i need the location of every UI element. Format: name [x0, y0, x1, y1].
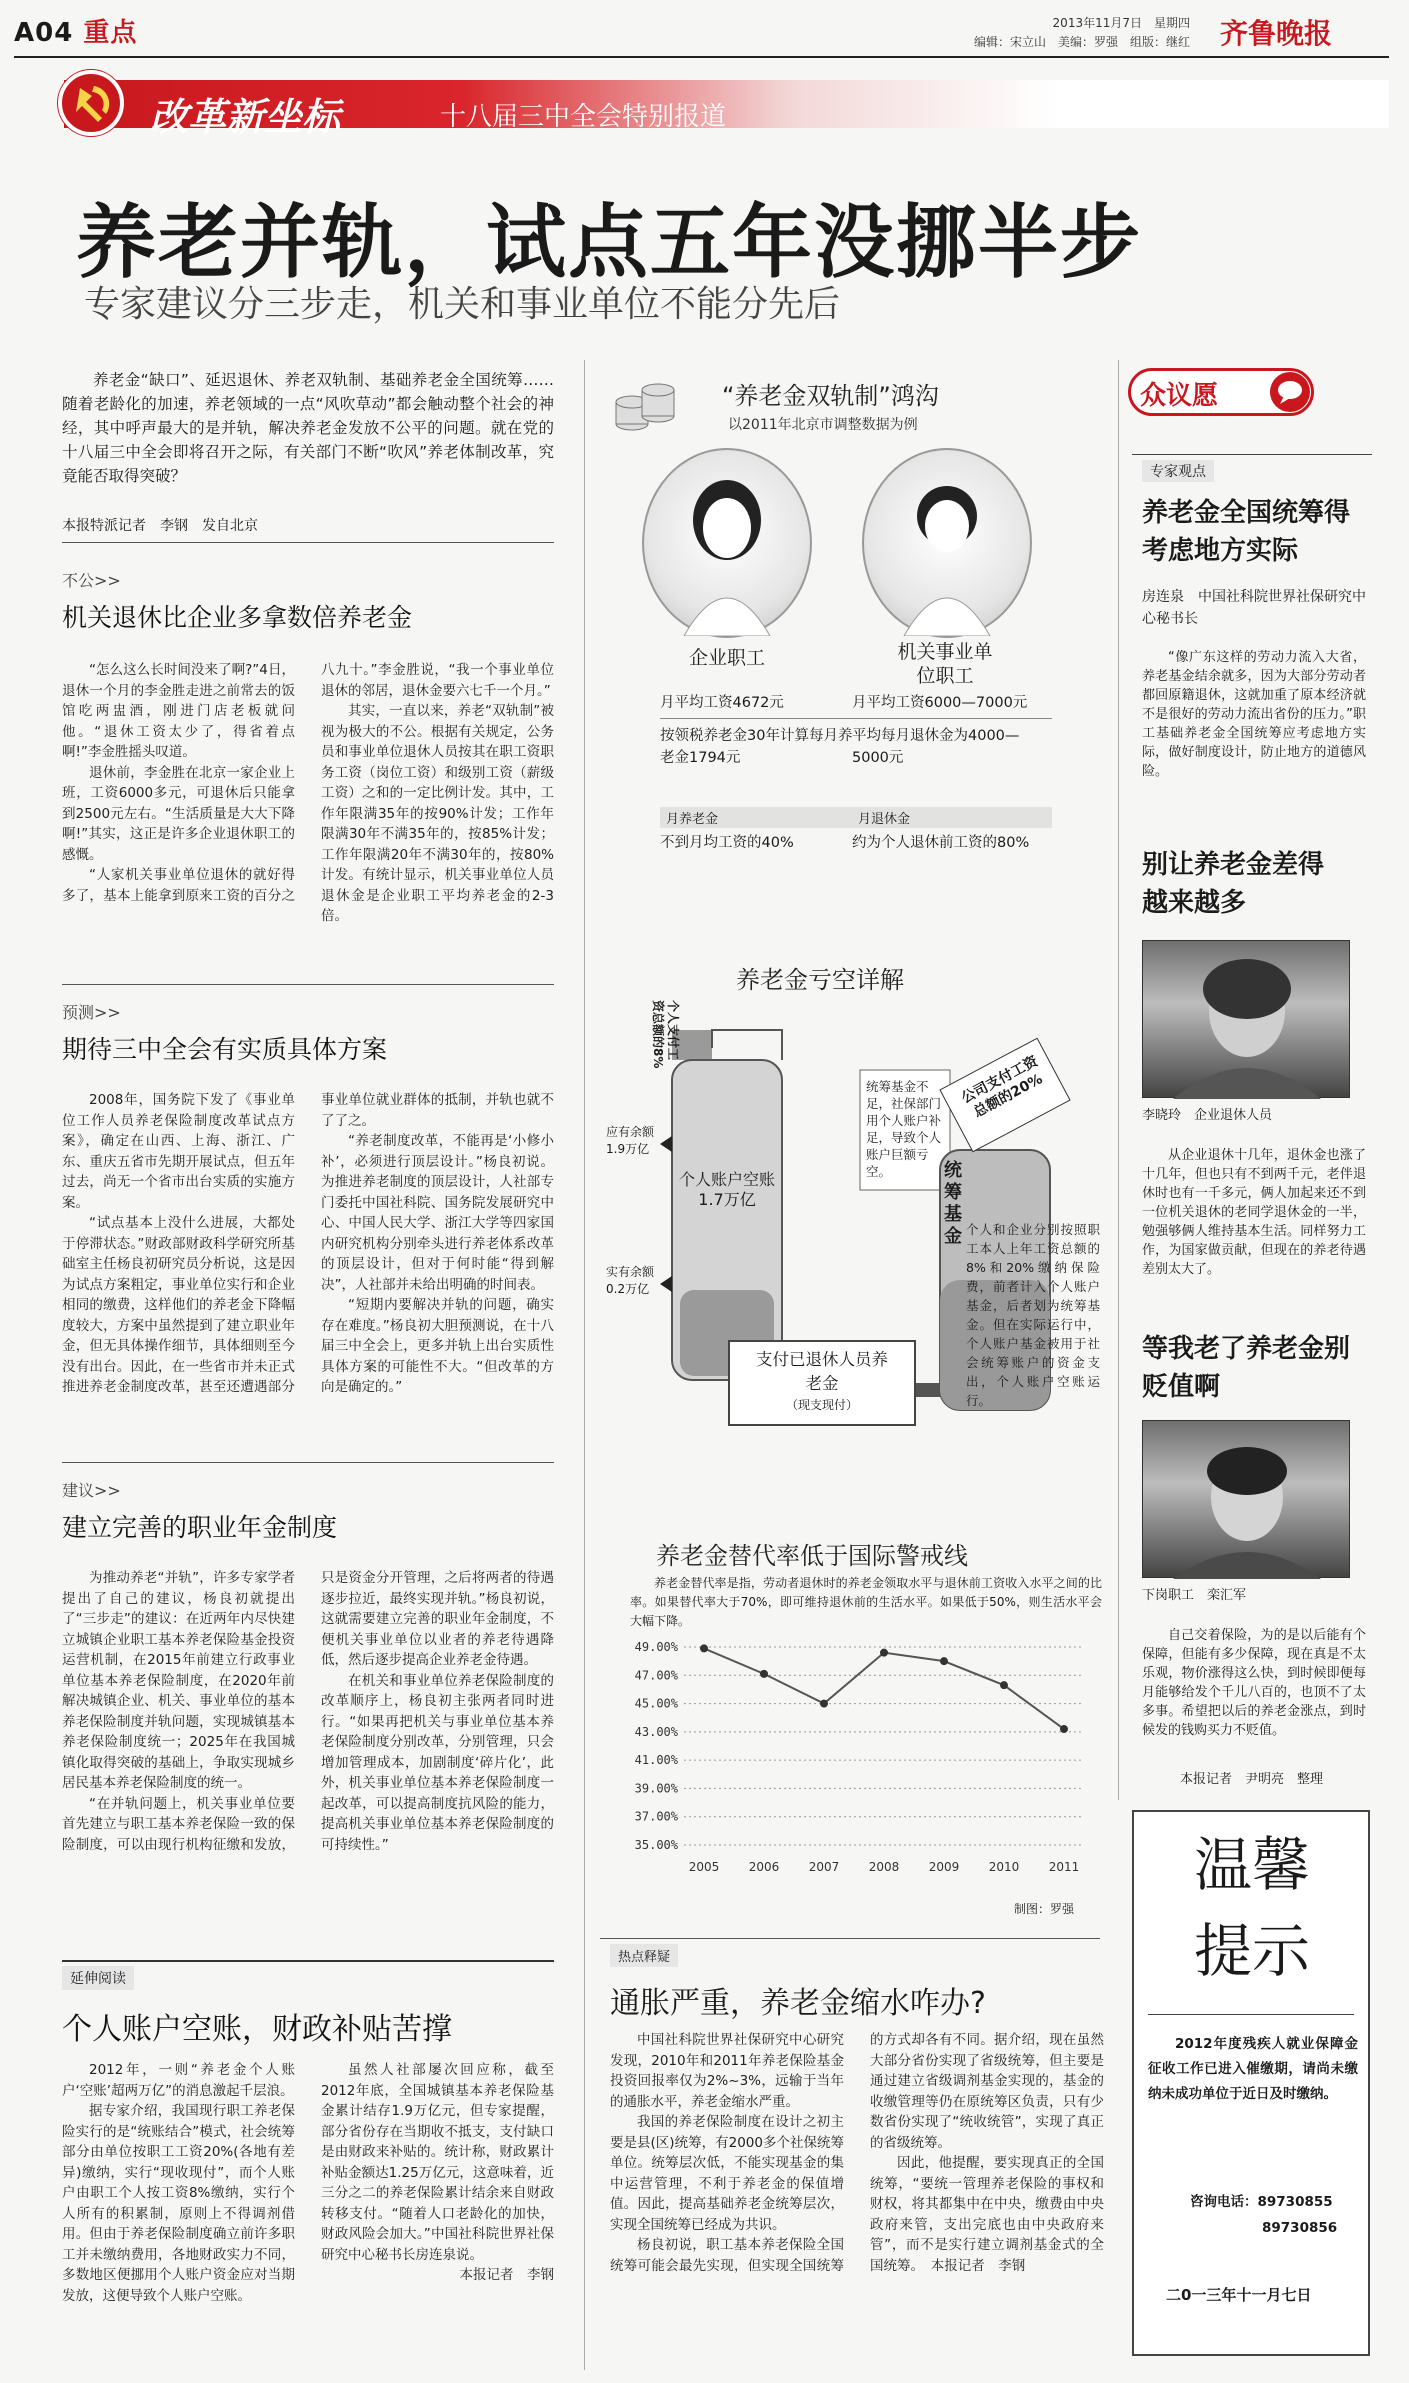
- y-tick-label: 35.00%: [634, 1838, 678, 1852]
- paragraph: 其实，一直以来，养老“双轨制”被视为极大的不公。根据有关规定，公务员和事业单位退休人员按其在职工资职务工资（岗位工资）和级别工资（薪级工资）之和的一定比例计发。其中，工作年限满35年的按90%计发；工作年限满30年不满35年的，按85%计发；工作年限满20年不满30年的，按80%计发。有统计显示，机关事业单位人员退休金是企业职工平均养老金的2-3倍。: [321, 703, 554, 924]
- enterprise-stats: [660, 692, 860, 854]
- lead-paragraph: 养老金“缺口”、延迟退休、养老双轨制、基础养老金全国统筹……随着老龄化的加速，养老领域的一点“风吹草动”都会触动整个社会的神经，其中呼声最大的是并轨，解决养老金发放不公平的问题。就在党的十八届三中全会即将召开之际，有关部门不断“吹风”养老体制改革，究竟能否取得突破？: [62, 371, 554, 485]
- y-tick-label: 37.00%: [634, 1809, 678, 1824]
- public-pension-head: 月退休金: [852, 807, 1052, 828]
- paragraph: 我国的养老保险制度在设计之初主要是县(区)统筹，有2000多个社保统筹单位。统筹层次低，不能实现基金的集中运营管理，不利于养老金的保值增值。因此，提高基础养老金统筹层次，实现全国统筹已经成为共识。: [610, 2114, 844, 2233]
- divider: [62, 542, 554, 543]
- y-tick-label: 47.00%: [634, 1668, 678, 1683]
- paragraph: “养老制度改革，不能再是‘小修小补’，必须进行顶层设计。”杨良初说。为推进养老制度的顶层设计，人社部专门委托中国社科院、国务院发展研究中心、中国人民大学、浙江大学等四家国内研究机构分别牵头进行养老体系改革的顶层设计，但对于何时能“得到解决”，人社部并未给出明确的时间表。: [321, 1133, 554, 1293]
- x-tick-label: 2007: [808, 1860, 840, 1874]
- infographic-title: “养老金双轨制”鸿沟: [722, 382, 939, 410]
- opinion-text: 自己交着保险，为的是以后能有个保障，但能有多少保障，现在真是不太乐观，物价涨得这么快，到时候即便每月能够给发个千儿八百的，也顶不了太多事。希望把以后的养老金涨点，到时候发的钱购买力不贬值。: [1142, 1628, 1366, 1738]
- should-have-balance: 应有余额1.9万亿: [606, 1125, 655, 1156]
- headline: 养老并轨，试点五年没挪半步: [76, 196, 1142, 289]
- paragraph: “短期内要解决并轨的问题，确实存在难度。”杨良初大胆预测说，在十八届三中全会上，更多并轨上出台实质性具体方案的可能性不大。“但改革的方向是确定的。”: [321, 1297, 554, 1395]
- paragraph: “人家机关事业单位退休的就好得多了，基本上能拿到原来工资的百分之八九十。”李金胜说，“我一个事业单位退休的邻居，退休金要六七千一个月。”: [62, 662, 554, 904]
- chart-section-title: 养老金替代率低于国际警戒线: [656, 1542, 968, 1570]
- section-title: 建立完善的职业年金制度: [62, 1513, 338, 1542]
- banner-title: 改革新坐标: [150, 95, 341, 139]
- column-separator: [584, 360, 585, 2370]
- section-body: [62, 1568, 554, 1938]
- y-tick-label: 43.00%: [634, 1724, 678, 1739]
- notice-phone-2: 89730856: [1262, 2220, 1338, 2236]
- chart-description: 养老金替代率是指，劳动者退休时的养老金领取水平与退休前工资收入水平之间的比率。如果替代率大于70%，即可维持退休前的生活水平。如果低于50%，则生活水平会大幅下降。: [630, 1576, 1102, 1628]
- notice-phone-1: 咨询电话：89730855: [1190, 2194, 1333, 2210]
- opinion-title: 养老金全国统筹得考虑地方实际: [1142, 498, 1351, 566]
- series-line: [704, 1648, 1064, 1729]
- data-point: [700, 1644, 708, 1652]
- data-point: [880, 1649, 888, 1657]
- paragraph: 本报记者 李钢: [459, 2267, 554, 2283]
- paragraph: “怎么这么长时间没来了啊?”4日，退休一个月的李金胜走进之前常去的饭馆吃两盅酒，刚进门店老板就问他。“退休工资太少了，得省着点啊!”李金胜摇头叹道。: [62, 662, 295, 760]
- replacement-rate-chart: [614, 1635, 1104, 1895]
- x-tick-label: 2009: [928, 1860, 960, 1874]
- paragraph: “试点基本上没什么进展，大都处于停滞状态。”财政部财政科学研究所基础室主任杨良初研究员分析说，这是因为试点方案粗定，事业单位实行和企业相同的缴费，这样他们的养老金下降幅度较大，方案中虽然提到了建立职业年金，但无具体操作细节，具体细则至今没有出台。因此，在一些省市并未正式推进养老金制度改革，甚至还遭遇部分事业单位就业群体的抵制，并轨也就不了了之。: [62, 1092, 554, 1395]
- public-stats: [852, 692, 1052, 854]
- deficit-note: 统筹基金不足，社保部门用个人账户补足，导致个人账户巨额亏空。: [866, 1079, 942, 1179]
- paragraph: 为推动养老“并轨”，许多专家学者提出了自己的建议，杨良初就提出了“三步走”的建议：在近两年内尽快建立城镇企业职工基本养老保险基金投资运营机制，在2015年前建立行政事业单位基本养老保险制度，在2020年前解决城镇企业、机关、事业单位的基本养老保险制度并轨问题，实现城镇基本养老保险制度统一；2025年在我国城镇化取得突破的基础上，争取实现城乡居民基本养老保险制度的统一。: [62, 1570, 295, 1791]
- section-label: 建议>>: [62, 1481, 121, 1500]
- expert-view-tag: 专家观点: [1142, 460, 1214, 482]
- payment-box: [728, 1340, 916, 1426]
- paragraph: 中国社科院世界社保研究中心研究发现，2010年和2011年养老保险基金投资回报率仅为2%~3%，远输于当年的通胀水平，养老金缩水严重。: [610, 2032, 844, 2110]
- opinion-badge-label: 众议愿: [1140, 381, 1219, 411]
- paragraph: 虽然人社部屡次回应称，截至2012年底，全国城镇基本养老保险基金累计结存1.9万亿元，但专家提醒，部分省份存在当期收不抵支，支付缺口是由财政来补贴的。统计称，财政累计补贴金额达1.25万亿元，这意味着，近三分之二的养老保险累计结余来自财政转移支付。“随着人口老龄化的加快，财政风险会加大。”中国社科院世界社保研究中心秘书长房连泉说。: [321, 2062, 554, 2263]
- date-line: 2013年11月7日 星期四: [1052, 16, 1190, 30]
- employee-contribution-tag: 个人支付工资总额的8%: [651, 1000, 680, 1069]
- section-label: 预测>>: [62, 1003, 121, 1022]
- divider: [62, 1960, 554, 1962]
- page-number: A04: [14, 18, 74, 48]
- company-contribution-tag: 公司支付工资总额的20%: [958, 1053, 1046, 1121]
- section-title: 机关退休比企业多拿数倍养老金: [62, 603, 413, 632]
- paragraph: 2008年，国务院下发了《事业单位工作人员养老保险制度改革试点方案》，确定在山西、上海、浙江、广东、重庆五省市先期开展试点，但五年过去，尚无一个省市出台实质的实施方案。: [62, 1092, 295, 1211]
- public-ratio: 约为个人退休前工资的80%: [852, 835, 1030, 851]
- divider: [62, 1462, 554, 1463]
- subheadline: 专家建议分三步走，机关和事业单位不能分先后: [84, 284, 841, 325]
- public-salary: 月平均工资6000—7000元: [852, 692, 1052, 719]
- section-body: [62, 660, 554, 970]
- enterprise-ratio: 不到月均工资的40%: [660, 835, 794, 851]
- divider: [1148, 2014, 1354, 2015]
- opinion-text: 从企业退休十几年，退休金也涨了十几年，但也只有不到两千元，老伴退休时也有一千多元，俩人加起来还不到一位机关退休的老同学退休金的一半，勉强够俩人维持基本生活。同样努力工作，为国家做贡献，但现在的养老待遇差别太大了。: [1142, 1148, 1366, 1277]
- actual-balance: 实有余额0.2万亿: [606, 1265, 655, 1296]
- byline: 本报特派记者 李钢 发自北京: [62, 518, 258, 534]
- x-tick-label: 2008: [868, 1860, 900, 1874]
- opinion-credit: 本报记者 尹明亮 整理: [1180, 1772, 1324, 1787]
- paragraph: 退休前，李金胜在北京一家企业上班，工资6000多元，可退休后只能拿到2500元左右。“生活质量是大大下降啊!”其实，这正是许多企业退休职工的感慨。: [62, 764, 295, 863]
- section-name: 重点: [83, 18, 138, 48]
- notice-title: 温馨提示: [1193, 1831, 1310, 1985]
- paragraph: “在并轨问题上，机关事业单位要首先建立与职工基本养老保险一致的保险制度，可以由现行机构征缴和发放，只是资金分开管理，之后将两者的待遇逐步拉近，最终实现并轨。”杨良初说，这就需要建立完善的职业年金制度，不便机关事业单位以业者的养老待遇降低，然后逐步提高企业养老金待遇。: [62, 1570, 554, 1853]
- data-point: [1060, 1725, 1068, 1733]
- opinion-byline: 房连泉 中国社科院世界社保研究中心秘书长: [1142, 589, 1366, 627]
- payment-sub: （现支现付）: [785, 1398, 858, 1412]
- extended-reading-tag: 延伸阅读: [62, 1966, 134, 1990]
- section-body: [62, 1090, 554, 1450]
- opinion-title: 等我老了养老金别贬值啊: [1142, 1334, 1351, 1402]
- editors-line: 编辑：宋立山 美编：罗强 组版：继红: [973, 35, 1190, 49]
- section-title: 个人账户空账，财政补贴苦撑: [62, 2012, 452, 2047]
- deficit-explain: 个人和企业分别按照职工本人上年工资总额的8%和20%缴纳保险费，前者计入个人账户基金，后者划为统筹基金。但在实际运行中，个人账户基金被用于社会统筹账户的资金支出，个人账户空账运行。: [966, 1222, 1100, 1408]
- coins-icon: [612, 372, 678, 438]
- page-header: [14, 12, 137, 49]
- data-point: [760, 1670, 768, 1678]
- y-tick-label: 49.00%: [634, 1640, 678, 1654]
- data-point: [1000, 1681, 1008, 1689]
- banner-subtitle: 十八届三中全会特别报道: [440, 102, 727, 132]
- infographic-subtitle: 以2011年北京市调整数据为例: [728, 417, 918, 433]
- section-title: 期待三中全会有实质具体方案: [62, 1035, 388, 1064]
- empty-account-label: 个人账户空账1.7万亿: [678, 1170, 775, 1209]
- opinion-byline: 下岗职工 栾汇军: [1142, 1588, 1247, 1603]
- opinion-byline: 李晓玲 企业退休人员: [1142, 1108, 1273, 1123]
- heat-topic-title: 通胀严重，养老金缩水咋办?: [610, 1986, 986, 2021]
- column-separator: [1118, 360, 1119, 1800]
- paragraph: 据专家介绍，我国现行职工养老保险实行的是“统账结合”模式，社会统筹部分由单位按职工工资20%(各地有差异)缴纳，实行“现收现付”，而个人账户由职工个人按工资8%缴纳，实行个人所有的积累制，原则上不得调剂借用。但由于养老保险制度确立前许多职工并未缴纳费用，各地财政实力不同，多数地区便挪用个人账户资金应对当期发放，这便导致个人账户空账。: [62, 2103, 295, 2304]
- public-worker-label: 机关事业单位职工: [897, 641, 993, 687]
- section-label: 不公>>: [62, 571, 121, 590]
- paragraph: 因此，他提醒，要实现真正的全国统筹，“要统一管理养老保险的事权和财权，将其都集中在中央，缴费由中央政府来管，支出完底也由中央政府来管”，而不是实行建立调剂基金式的全国统筹。 本报记者 李钢: [870, 2155, 1104, 2274]
- public-pension-note: 平均每月退休金为4000—5000元: [852, 728, 1020, 766]
- speech-bubble-icon: [1270, 372, 1310, 412]
- data-point: [820, 1700, 828, 1708]
- x-tick-label: 2006: [748, 1860, 780, 1874]
- brand-logo: 齐鲁晚报: [1220, 17, 1333, 50]
- x-tick-label: 2011: [1048, 1860, 1080, 1874]
- date-editor-block: [860, 14, 1190, 52]
- divider: [1132, 454, 1372, 455]
- paragraph: 在机关和事业单位养老保险制度的改革顺序上，杨良初主张两者同时进行。“如果再把机关与事业单位基本养老保险制度分别改革，分别管理，只会增加管理成本，加剧制度‘碎片化’，此外，机关事业单位基本养老保险制度一起改革，可以提高制度抗风险的能力，提高机关事业单位基本养老保险制度的可持续性。”: [321, 1672, 554, 1853]
- pool-fund-label: 统筹基金: [944, 1160, 962, 1247]
- y-tick-label: 41.00%: [634, 1753, 678, 1768]
- enterprise-pension-note: 按领税养老金30年计算每月养老金1794元: [660, 728, 853, 766]
- paragraph: 2012年，一则“养老金个人账户‘空账’超两万亿”的消息激起千层浪。: [62, 2062, 295, 2099]
- paragraph: 杨良初说，职工基本养老保险全国统筹可能会最先实现，但实现全国统筹的方式却各有不同。据介绍，现在虽然大部分省份实现了省级统筹，但主要是通过建立省级调剂基金实现的，基金的收缴管理等仍在原统筹区负责，只有少数省份实现了“统收统管”，实现了真正的省级统筹。: [610, 2032, 1104, 2274]
- enterprise-worker-label: 企业职工: [688, 647, 765, 669]
- heat-topic-tag: 热点释疑: [610, 1944, 678, 1967]
- enterprise-salary: 月平均工资4672元: [660, 692, 860, 719]
- opinion-title: 别让养老金差得越来越多: [1142, 850, 1325, 918]
- divider: [62, 984, 554, 985]
- section-body: [62, 2060, 554, 2370]
- chart-credit: 制图：罗强: [1014, 1902, 1075, 1916]
- deficit-title: 养老金亏空详解: [736, 966, 904, 994]
- y-tick-label: 39.00%: [634, 1781, 678, 1796]
- photo-laid-off-worker: [1142, 1420, 1350, 1578]
- divider: [600, 1938, 1100, 1939]
- opinion-text: “像广东这样的劳动力流入大省，养老基金结余就多，因为大部分劳动者都回原籍退休，这就加重了原本经济就不是很好的劳动力流出省份的压力。”职工基础养老金全国统筹应考虑地方实际，做好制度设计，防止地方的道德风险。: [1142, 650, 1366, 779]
- photo-retiree: [1142, 940, 1350, 1098]
- party-emblem-icon: [58, 70, 124, 136]
- x-tick-label: 2005: [688, 1860, 720, 1874]
- notice-date: 二0一三年十一月七日: [1166, 2286, 1312, 2304]
- enterprise-worker-figure: [642, 448, 812, 638]
- y-tick-label: 45.00%: [634, 1696, 678, 1711]
- enterprise-pension-head: 月养老金: [660, 807, 860, 828]
- notice-text: 2012年度残疾人就业保障金征收工作已进入催缴期，请尚未缴纳未成功单位于近日及时缴纳。: [1148, 2036, 1358, 2102]
- header-rule: [14, 56, 1389, 58]
- payment-label: 支付已退休人员养老金: [756, 1350, 888, 1393]
- x-tick-label: 2010: [988, 1860, 1020, 1874]
- public-worker-figure: [862, 448, 1032, 638]
- data-point: [940, 1657, 948, 1665]
- heat-topic-body: [610, 2030, 1104, 2370]
